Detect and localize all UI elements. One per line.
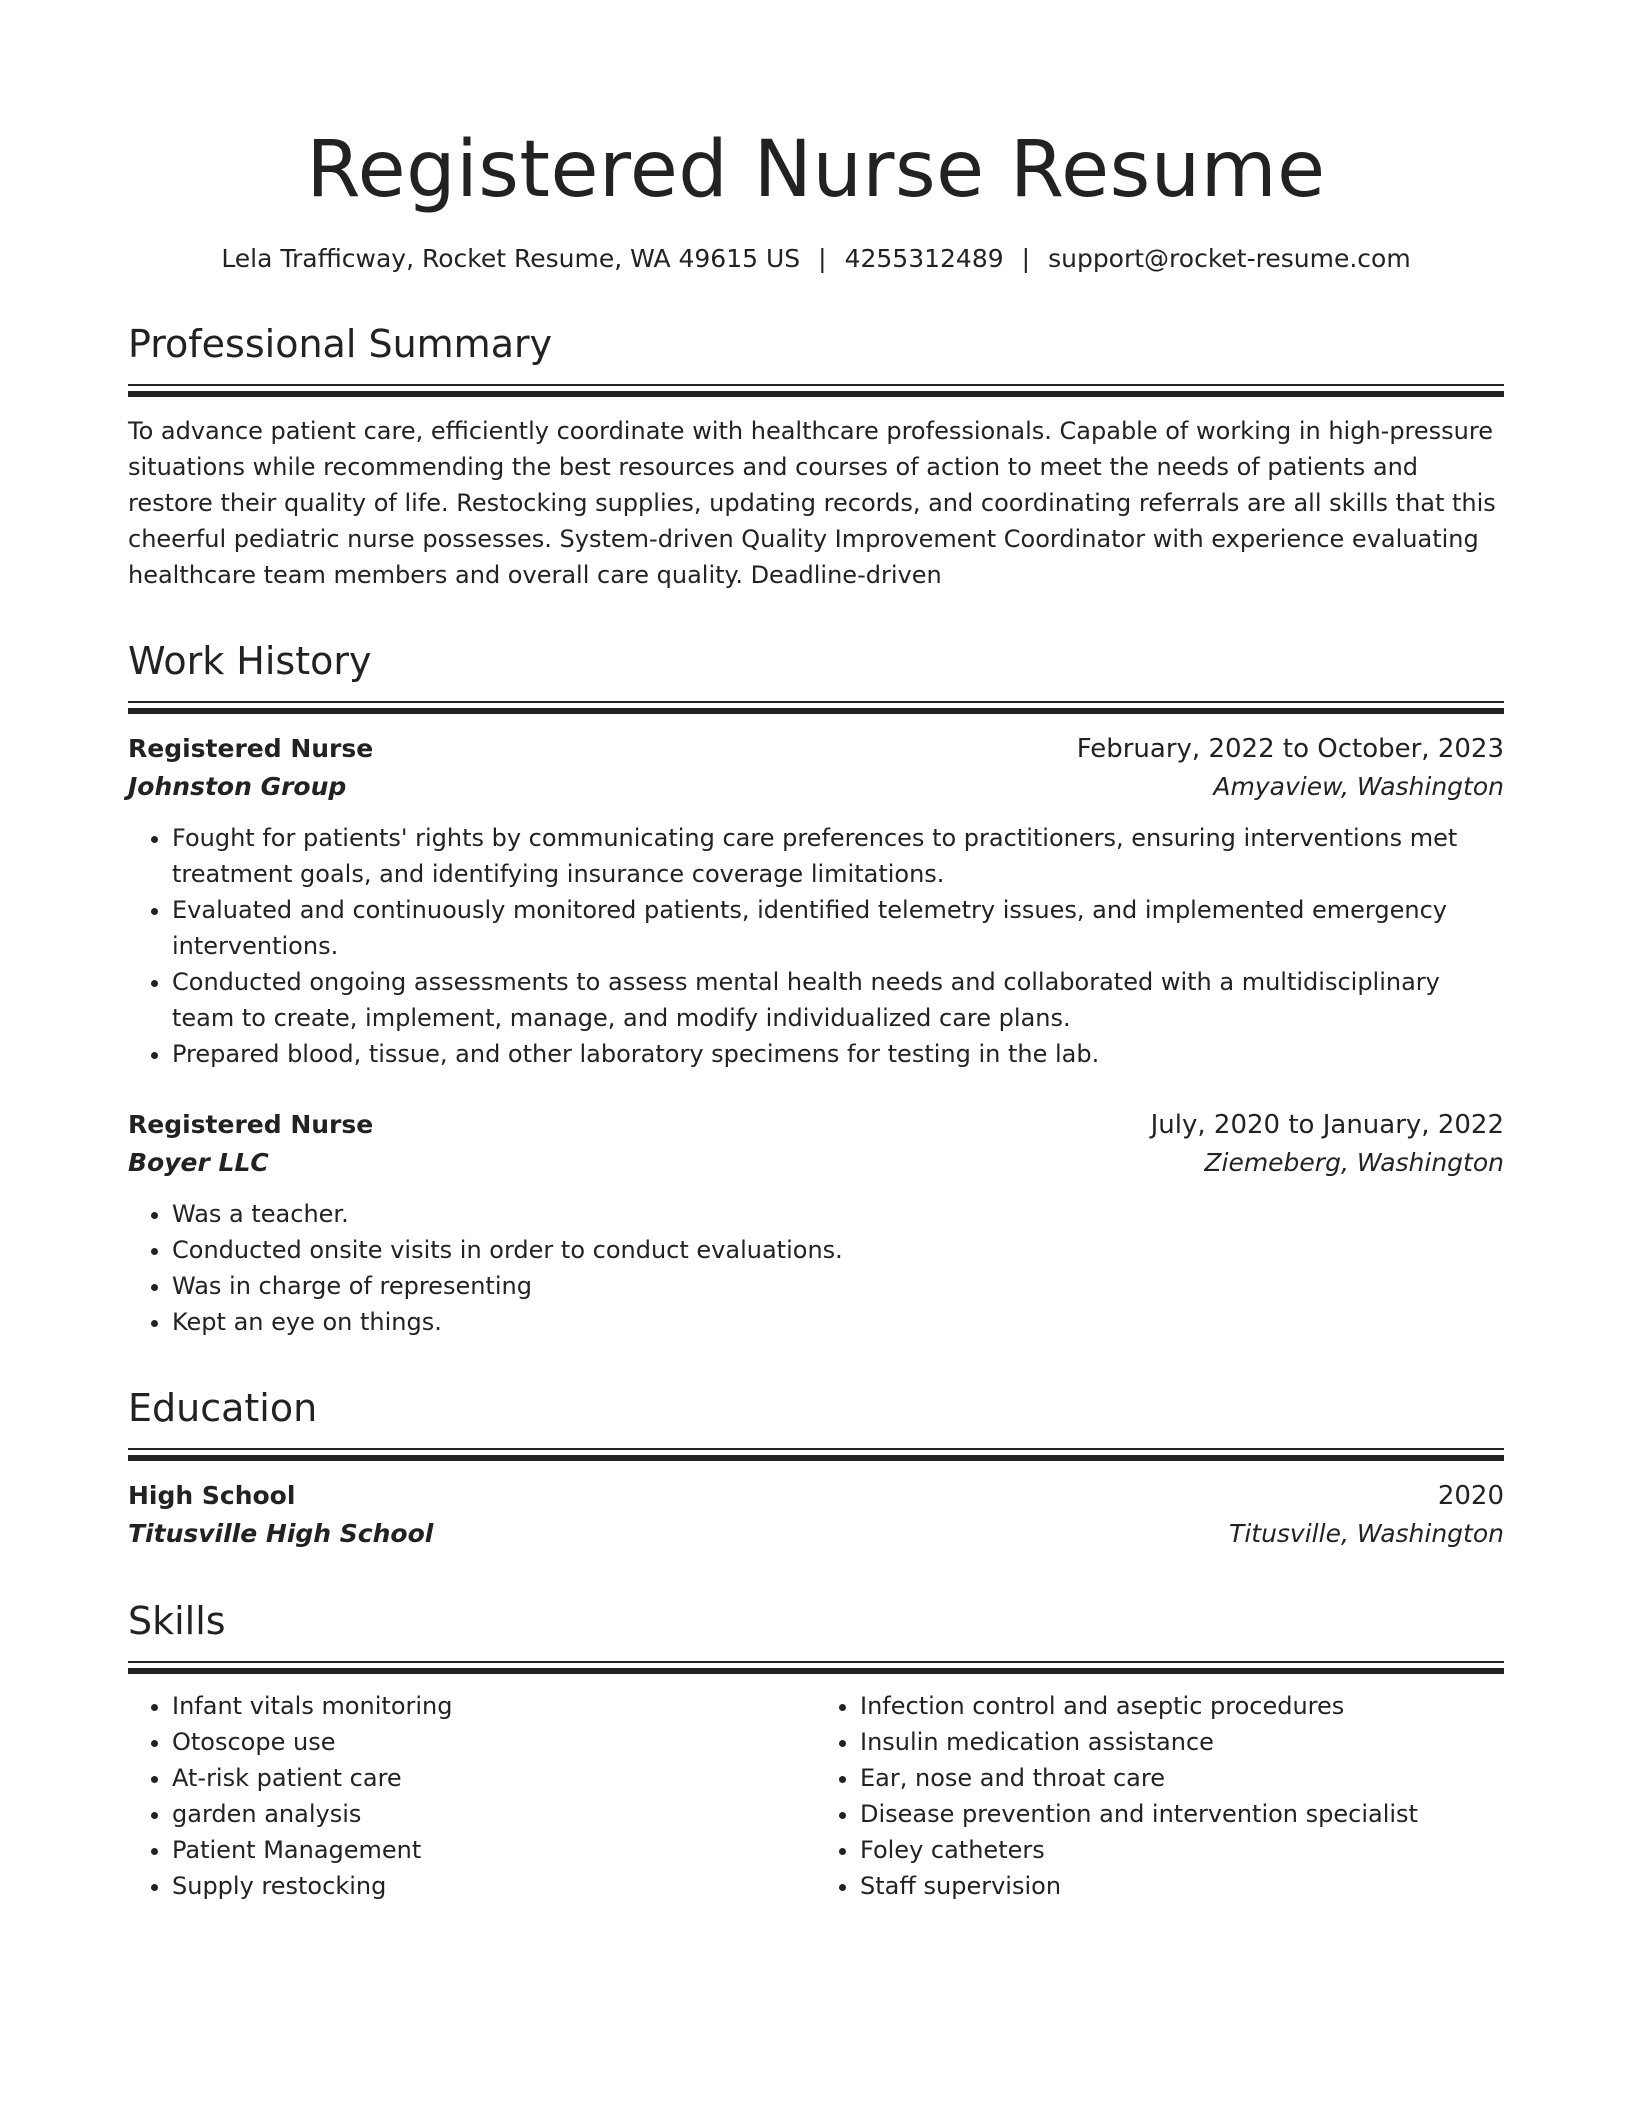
job-title: Registered Nurse bbox=[128, 1110, 374, 1139]
skill-item: • Ear, nose and throat care bbox=[860, 1760, 1504, 1796]
job-bullet: • Evaluated and continuously monitored patients, identified telemetry issues, and implemented emergency interventions. bbox=[172, 892, 1504, 964]
job-bullet: • Conducted ongoing assessments to assess mental health needs and collaborated with a multidisciplinary team to create, implement, manage, and modify individualized care plans. bbox=[172, 964, 1504, 1036]
skill-item: • Otoscope use bbox=[172, 1724, 816, 1760]
skills-right-column bbox=[816, 1688, 1504, 1904]
skill-item: • Staff supervision bbox=[860, 1868, 1504, 1904]
education-entry bbox=[128, 1477, 1504, 1553]
skill-item: • Insulin medication assistance bbox=[860, 1724, 1504, 1760]
section-heading: Professional Summary bbox=[128, 322, 553, 366]
education-school: Titusville High School bbox=[128, 1519, 434, 1548]
job-company: Boyer LLC bbox=[128, 1148, 269, 1177]
job-bullet: • Was in charge of representing bbox=[172, 1268, 1504, 1304]
job-bullet: • Prepared blood, tissue, and other laboratory specimens for testing in the lab. bbox=[172, 1036, 1504, 1072]
skill-item: • Foley catheters bbox=[860, 1832, 1504, 1868]
job-entry bbox=[128, 730, 1504, 1072]
job-bullet: • Fought for patients' rights by communicating care preferences to practitioners, ensuring interventions met treatment goals, and identifying insurance coverage limitations. bbox=[172, 820, 1504, 892]
summary-text: To advance patient care, efficiently coordinate with healthcare professionals. Capable of working in high-pressure situations while recommending the best resources and courses of action to meet the needs of patients and restore their quality of life. Restocking supplies, updating records, and coordinating referrals are all skills that this cheerful pediatric nurse possesses. System-driven Quality Improvement Coordinator with experience evaluating healthcare team members and overall care quality. Deadline-driven bbox=[128, 417, 1496, 589]
job-bullet: • Kept an eye on things. bbox=[172, 1304, 1504, 1340]
skill-item: • garden analysis bbox=[172, 1796, 816, 1832]
contact-separator: | bbox=[1021, 244, 1031, 273]
skill-item: • At-risk patient care bbox=[172, 1760, 816, 1796]
resume-title: Registered Nurse Resume bbox=[306, 125, 1326, 215]
contact-email: support@rocket-resume.com bbox=[1048, 244, 1411, 273]
section-heading: Education bbox=[128, 1386, 318, 1430]
job-title: Registered Nurse bbox=[128, 734, 374, 763]
contact-separator: | bbox=[818, 244, 827, 273]
contact-line bbox=[128, 242, 1504, 276]
job-bullets bbox=[128, 820, 1504, 1072]
skill-item: • Infection control and aseptic procedures bbox=[860, 1688, 1504, 1724]
section-divider bbox=[128, 384, 1504, 397]
education-year: 2020 bbox=[1437, 1481, 1504, 1511]
job-entry bbox=[128, 1106, 1504, 1340]
contact-phone: 4255312489 bbox=[844, 244, 1004, 273]
job-dates: February, 2022 to October, 2023 bbox=[1076, 734, 1504, 764]
section-divider bbox=[128, 1661, 1504, 1674]
contact-address: Lela Trafficway, Rocket Resume, WA 49615 US bbox=[221, 244, 801, 273]
job-dates: July, 2020 to January, 2022 bbox=[1150, 1110, 1504, 1140]
skills-columns bbox=[128, 1688, 1504, 1904]
work-history-section bbox=[128, 637, 1504, 1340]
education-degree: High School bbox=[128, 1481, 296, 1510]
section-heading: Skills bbox=[128, 1599, 226, 1643]
skills-left-column bbox=[128, 1688, 816, 1904]
job-location: Amyaview, Washington bbox=[1213, 772, 1504, 801]
summary-section bbox=[128, 320, 1504, 593]
section-divider bbox=[128, 701, 1504, 714]
skill-item: • Infant vitals monitoring bbox=[172, 1688, 816, 1724]
job-location: Ziemeberg, Washington bbox=[1204, 1148, 1504, 1177]
skill-item: • Supply restocking bbox=[172, 1868, 816, 1904]
job-bullets bbox=[128, 1196, 1504, 1340]
job-bullet: • Conducted onsite visits in order to conduct evaluations. bbox=[172, 1232, 1504, 1268]
education-location: Titusville, Washington bbox=[1229, 1519, 1504, 1548]
job-company: Johnston Group bbox=[128, 772, 347, 801]
education-section bbox=[128, 1384, 1504, 1553]
skill-item: • Disease prevention and intervention specialist bbox=[860, 1796, 1504, 1832]
skills-section bbox=[128, 1597, 1504, 1904]
job-bullet: • Was a teacher. bbox=[172, 1196, 1504, 1232]
skill-item: • Patient Management bbox=[172, 1832, 816, 1868]
section-divider bbox=[128, 1448, 1504, 1461]
section-heading: Work History bbox=[128, 639, 372, 683]
